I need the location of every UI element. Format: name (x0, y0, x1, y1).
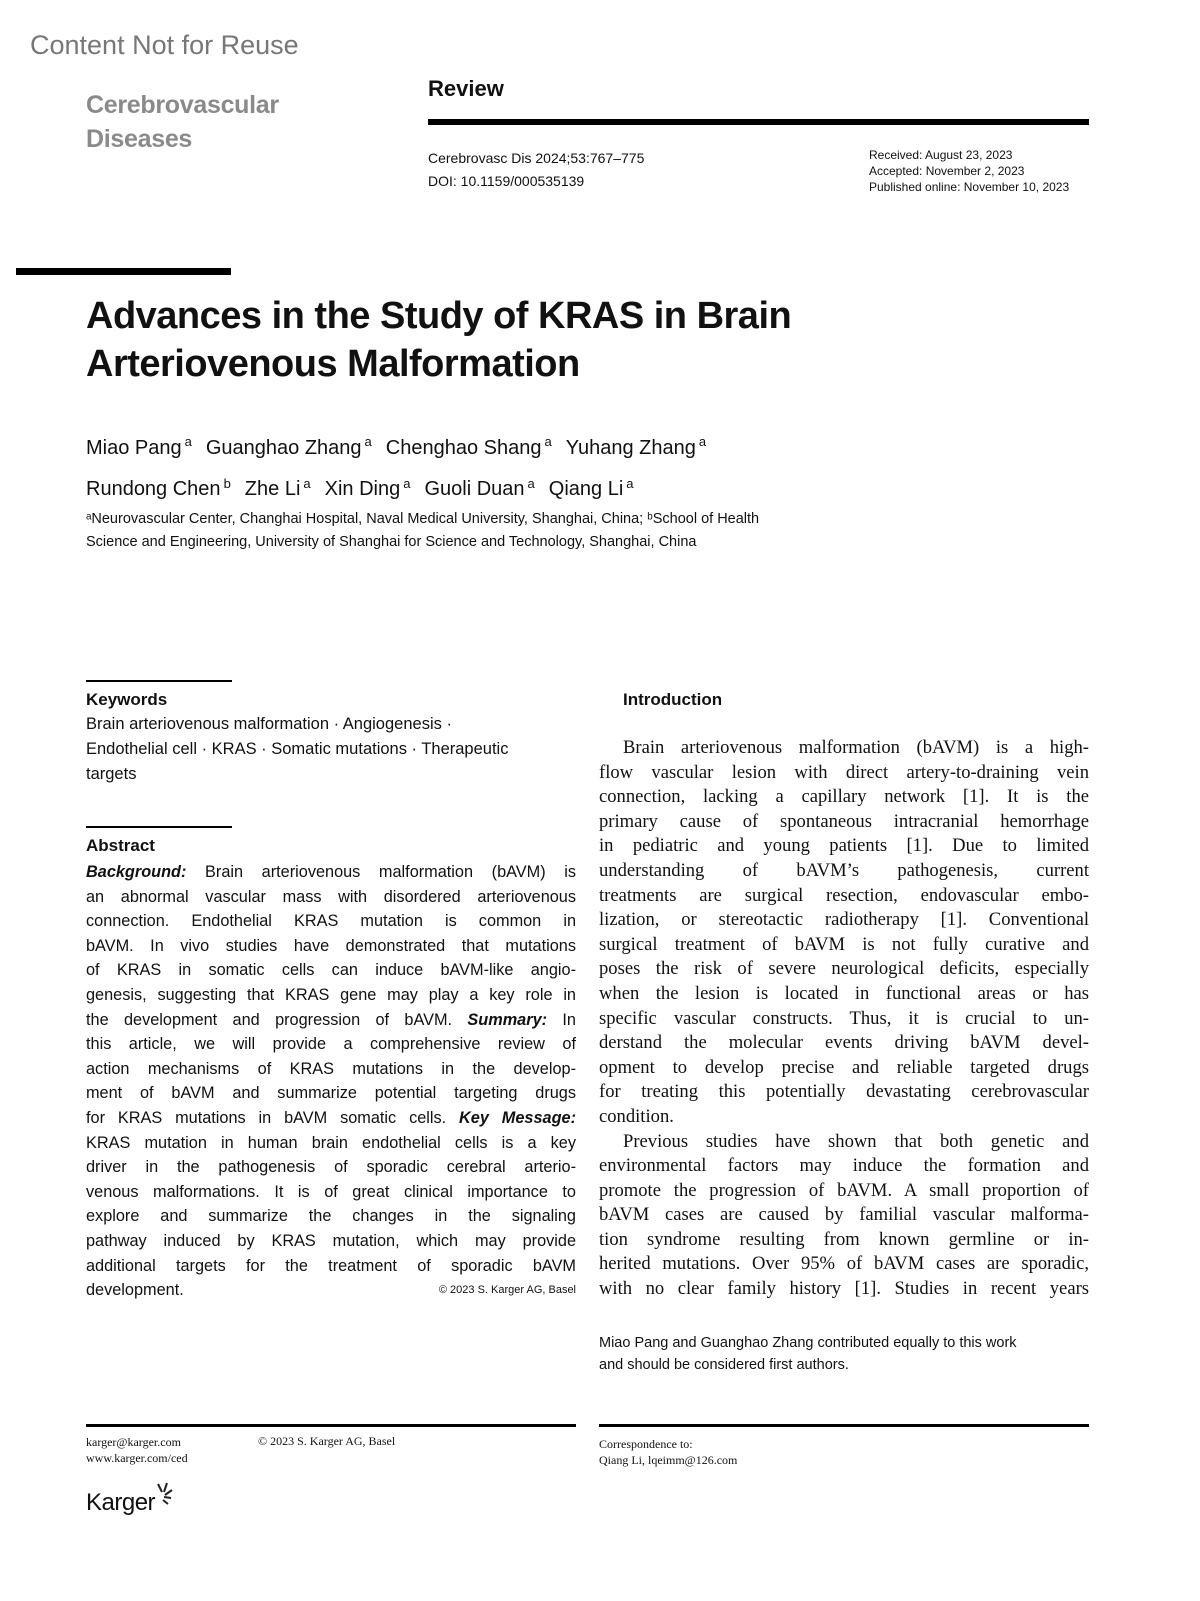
author-affiliation-marker: a (364, 434, 372, 449)
introduction-line: opment to develop precise and reliable targeted drugs (599, 1056, 1089, 1078)
abstract-text: an abnormal vascular mass with disordered arteriovenous (86, 887, 576, 906)
author-name: Miao Pang (86, 436, 182, 459)
abstract-text: genesis, suggesting that KRAS gene may play a key role in (86, 985, 576, 1004)
introduction-line: poses the risk of severe neurological deficits, especially (599, 958, 1089, 980)
abstract-line (86, 983, 576, 1008)
correspondence-contact[interactable]: Qiang Li, lqeimm@126.com (599, 1453, 738, 1467)
correspondence-label: Correspondence to: (599, 1437, 693, 1451)
author-affiliation-marker: a (527, 475, 535, 491)
abstract-line (86, 909, 576, 934)
journal-name (86, 88, 279, 156)
author-list (86, 424, 886, 507)
watermark: Content Not for Reuse (30, 30, 299, 60)
keywords-line: Brain arteriovenous malformation · Angiogenesis · (86, 715, 452, 733)
footer-rule-right (599, 1424, 1089, 1427)
affiliation-line: Science and Engineering, University of Shanghai for Science and Technology, Shanghai, China (86, 534, 697, 550)
keywords-heading: Keywords (86, 690, 168, 709)
author (424, 475, 535, 501)
dates (869, 147, 1069, 195)
abstract-text: for KRAS mutations in bAVM somatic cells. (86, 1108, 460, 1127)
abstract-line (86, 1032, 576, 1057)
abstract-line (86, 1106, 576, 1131)
introduction-line: primary cause of spontaneous intracranial hemorrhage (599, 810, 1089, 832)
abstract-text: ment of bAVM and summarize potential targeting drugs (86, 1084, 576, 1103)
title-line: Advances in the Study of KRAS in Brain (86, 295, 792, 337)
footnote-line: Miao Pang and Guanghao Zhang contributed equally to this work (599, 1335, 1017, 1351)
author-name: Qiang Li (548, 478, 624, 501)
author-name: Guoli Duan (424, 478, 525, 501)
introduction-line: condition. (599, 1105, 674, 1127)
abstract-line (86, 1278, 576, 1303)
author-name: Xin Ding (324, 478, 401, 501)
affiliations (86, 508, 846, 554)
introduction-line: understanding of bAVM’s pathogenesis, current (599, 859, 1089, 881)
abstract-text: bAVM. In vivo studies have demonstrated that mutations (86, 936, 576, 955)
title-rule (16, 268, 231, 275)
publisher-website[interactable]: www.karger.com/ced (86, 1451, 188, 1465)
introduction-line: herited mutations. Over 95% of bAVM cases are sporadic, (599, 1253, 1089, 1275)
abstract-line (86, 1229, 576, 1254)
abstract-section-label: Summary: (467, 1010, 548, 1029)
footnote-line: and should be considered first authors. (599, 1357, 849, 1373)
abstract-text: the development and progression of bAVM. (86, 1010, 468, 1029)
logo-text: Karger (86, 1489, 156, 1516)
date-published: Published online: November 10, 2023 (869, 180, 1070, 194)
keywords-rule (86, 680, 232, 682)
abstract-text: development. (86, 1281, 184, 1300)
abstract-text: KRAS mutation in human brain endothelial cells is a key (86, 1133, 576, 1152)
author-affiliation-marker: b (223, 475, 231, 491)
karger-logo (86, 1482, 173, 1517)
author-affiliation-marker: a (403, 475, 411, 491)
abstract-line (86, 1008, 576, 1033)
keywords-line: Endothelial cell · KRAS · Somatic mutations · Therapeutic (86, 740, 509, 758)
footer-rule-left (86, 1424, 576, 1427)
date-received: Received: August 23, 2023 (869, 148, 1013, 162)
footer-copyright: © 2023 S. Karger AG, Basel (258, 1434, 396, 1448)
abstract-text: this article, we will provide a comprehensive review of (86, 1035, 576, 1054)
author (205, 434, 372, 459)
journal-name-line: Cerebrovascular (86, 91, 279, 119)
author-name: Guanghao Zhang (205, 436, 362, 459)
introduction-line: derstand the molecular events driving bAVM devel- (599, 1032, 1089, 1054)
abstract-text: Brain arteriovenous malformation (bAVM) is (186, 863, 576, 881)
abstract-line (86, 934, 576, 959)
author-name: Chenghao Shang (385, 436, 542, 459)
abstract-text: explore and summarize the changes in the signaling (86, 1207, 576, 1226)
abstract-text: connection. Endothelial KRAS mutation is common in (86, 912, 576, 931)
author (548, 475, 634, 501)
introduction-line: treatments are surgical resection, endovascular embo- (599, 884, 1089, 906)
abstract-line (86, 1131, 576, 1156)
author-affiliation-marker: a (544, 434, 552, 449)
abstract-rule (86, 826, 232, 828)
abstract-line (86, 1057, 576, 1082)
author-affiliation-marker: a (184, 434, 192, 449)
header-rule (428, 119, 1089, 125)
abstract-text: driver in the pathogenesis of sporadic cerebral arterio- (86, 1158, 576, 1177)
author (385, 434, 552, 459)
article-type: Review (428, 76, 504, 101)
date-accepted: Accepted: November 2, 2023 (869, 164, 1025, 178)
introduction-line: tion syndrome resulting from known germline or in- (599, 1228, 1089, 1250)
keywords-list (86, 712, 576, 787)
introduction-line: for treating this potentially devastating cerebrovascular (599, 1081, 1089, 1103)
abstract-text: In (547, 1010, 576, 1029)
abstract-text: of KRAS in somatic cells can induce bAVM-like angio- (86, 961, 576, 980)
introduction-line: when the lesion is located in functional areas or has (599, 982, 1089, 1004)
introduction-line: connection, lacking a capillary network [1]. It is the (599, 786, 1089, 808)
abstract-line (86, 1180, 576, 1205)
abstract-line (86, 1155, 576, 1180)
introduction-body (599, 736, 1089, 1302)
abstract-line (86, 1081, 576, 1106)
journal-name-line: Diseases (86, 125, 193, 153)
author (86, 475, 231, 501)
abstract-section-label: Key Message: (459, 1108, 576, 1127)
citation-ref: Cerebrovasc Dis 2024;53:767–775 (428, 150, 645, 166)
doi-link[interactable]: DOI: 10.1159/000535139 (428, 173, 585, 189)
abstract-line (86, 958, 576, 983)
abstract-text: action mechanisms of KRAS mutations in the develop- (86, 1059, 576, 1078)
introduction-line: specific vascular constructs. Thus, it is crucial to un- (599, 1007, 1089, 1029)
abstract-copyright: © 2023 S. Karger AG, Basel (438, 1284, 576, 1297)
title-line: Arteriovenous Malformation (86, 343, 580, 385)
abstract-line (86, 1204, 576, 1229)
author (244, 475, 311, 501)
introduction-line: Previous studies have shown that both genetic and (623, 1130, 1089, 1152)
author (565, 434, 707, 459)
author-name: Yuhang Zhang (565, 436, 696, 459)
introduction-heading: Introduction (623, 690, 723, 709)
introduction-line: in pediatric and young patients [1]. Due to limited (599, 835, 1089, 857)
publisher-email[interactable]: karger@karger.com (86, 1435, 181, 1449)
abstract-heading: Abstract (86, 836, 155, 855)
abstract-text: pathway induced by KRAS mutation, which may provide (86, 1231, 576, 1250)
introduction-line: flow vascular lesion with direct artery-to-draining vein (599, 761, 1089, 783)
correspondence (599, 1436, 737, 1468)
author (86, 434, 192, 459)
abstract-line (86, 1254, 576, 1279)
author (324, 475, 411, 501)
keywords-line: targets (86, 765, 137, 783)
abstract-text: venous malformations. It is of great clinical importance to (86, 1182, 576, 1201)
abstract-section-label: Background: (86, 863, 187, 881)
introduction-line: with no clear family history [1]. Studies in recent years (599, 1278, 1089, 1300)
karger-burst-icon (155, 1482, 173, 1512)
article-title (86, 292, 791, 388)
author-affiliation-marker: a (626, 475, 634, 491)
introduction-line: surgical treatment of bAVM is not fully curative and (599, 933, 1089, 955)
introduction-line: promote the progression of bAVM. A small proportion of (599, 1179, 1089, 1201)
abstract-line (86, 885, 576, 910)
introduction-line: bAVM cases are caused by familial vascular malforma- (599, 1204, 1089, 1226)
abstract-body (86, 860, 576, 1303)
affiliation-line: ᵃNeurovascular Center, Changhai Hospital, Naval Medical University, Shanghai, China; ᵇSchool of Health (86, 511, 760, 527)
author-footnote (599, 1332, 1099, 1376)
abstract-text: additional targets for the treatment of sporadic bAVM (86, 1256, 576, 1275)
introduction-line: Brain arteriovenous malformation (bAVM) is a high- (623, 737, 1089, 758)
author-name: Rundong Chen (86, 478, 221, 501)
abstract-line (86, 860, 576, 885)
introduction-line: environmental factors may induce the formation and (599, 1155, 1089, 1177)
author-name: Zhe Li (244, 478, 301, 501)
introduction-line: lization, or stereotactic radiotherapy [1]. Conventional (599, 909, 1089, 931)
citation (428, 147, 644, 193)
publisher-contact (86, 1434, 188, 1466)
author-affiliation-marker: a (303, 475, 311, 491)
author-affiliation-marker: a (698, 434, 707, 449)
